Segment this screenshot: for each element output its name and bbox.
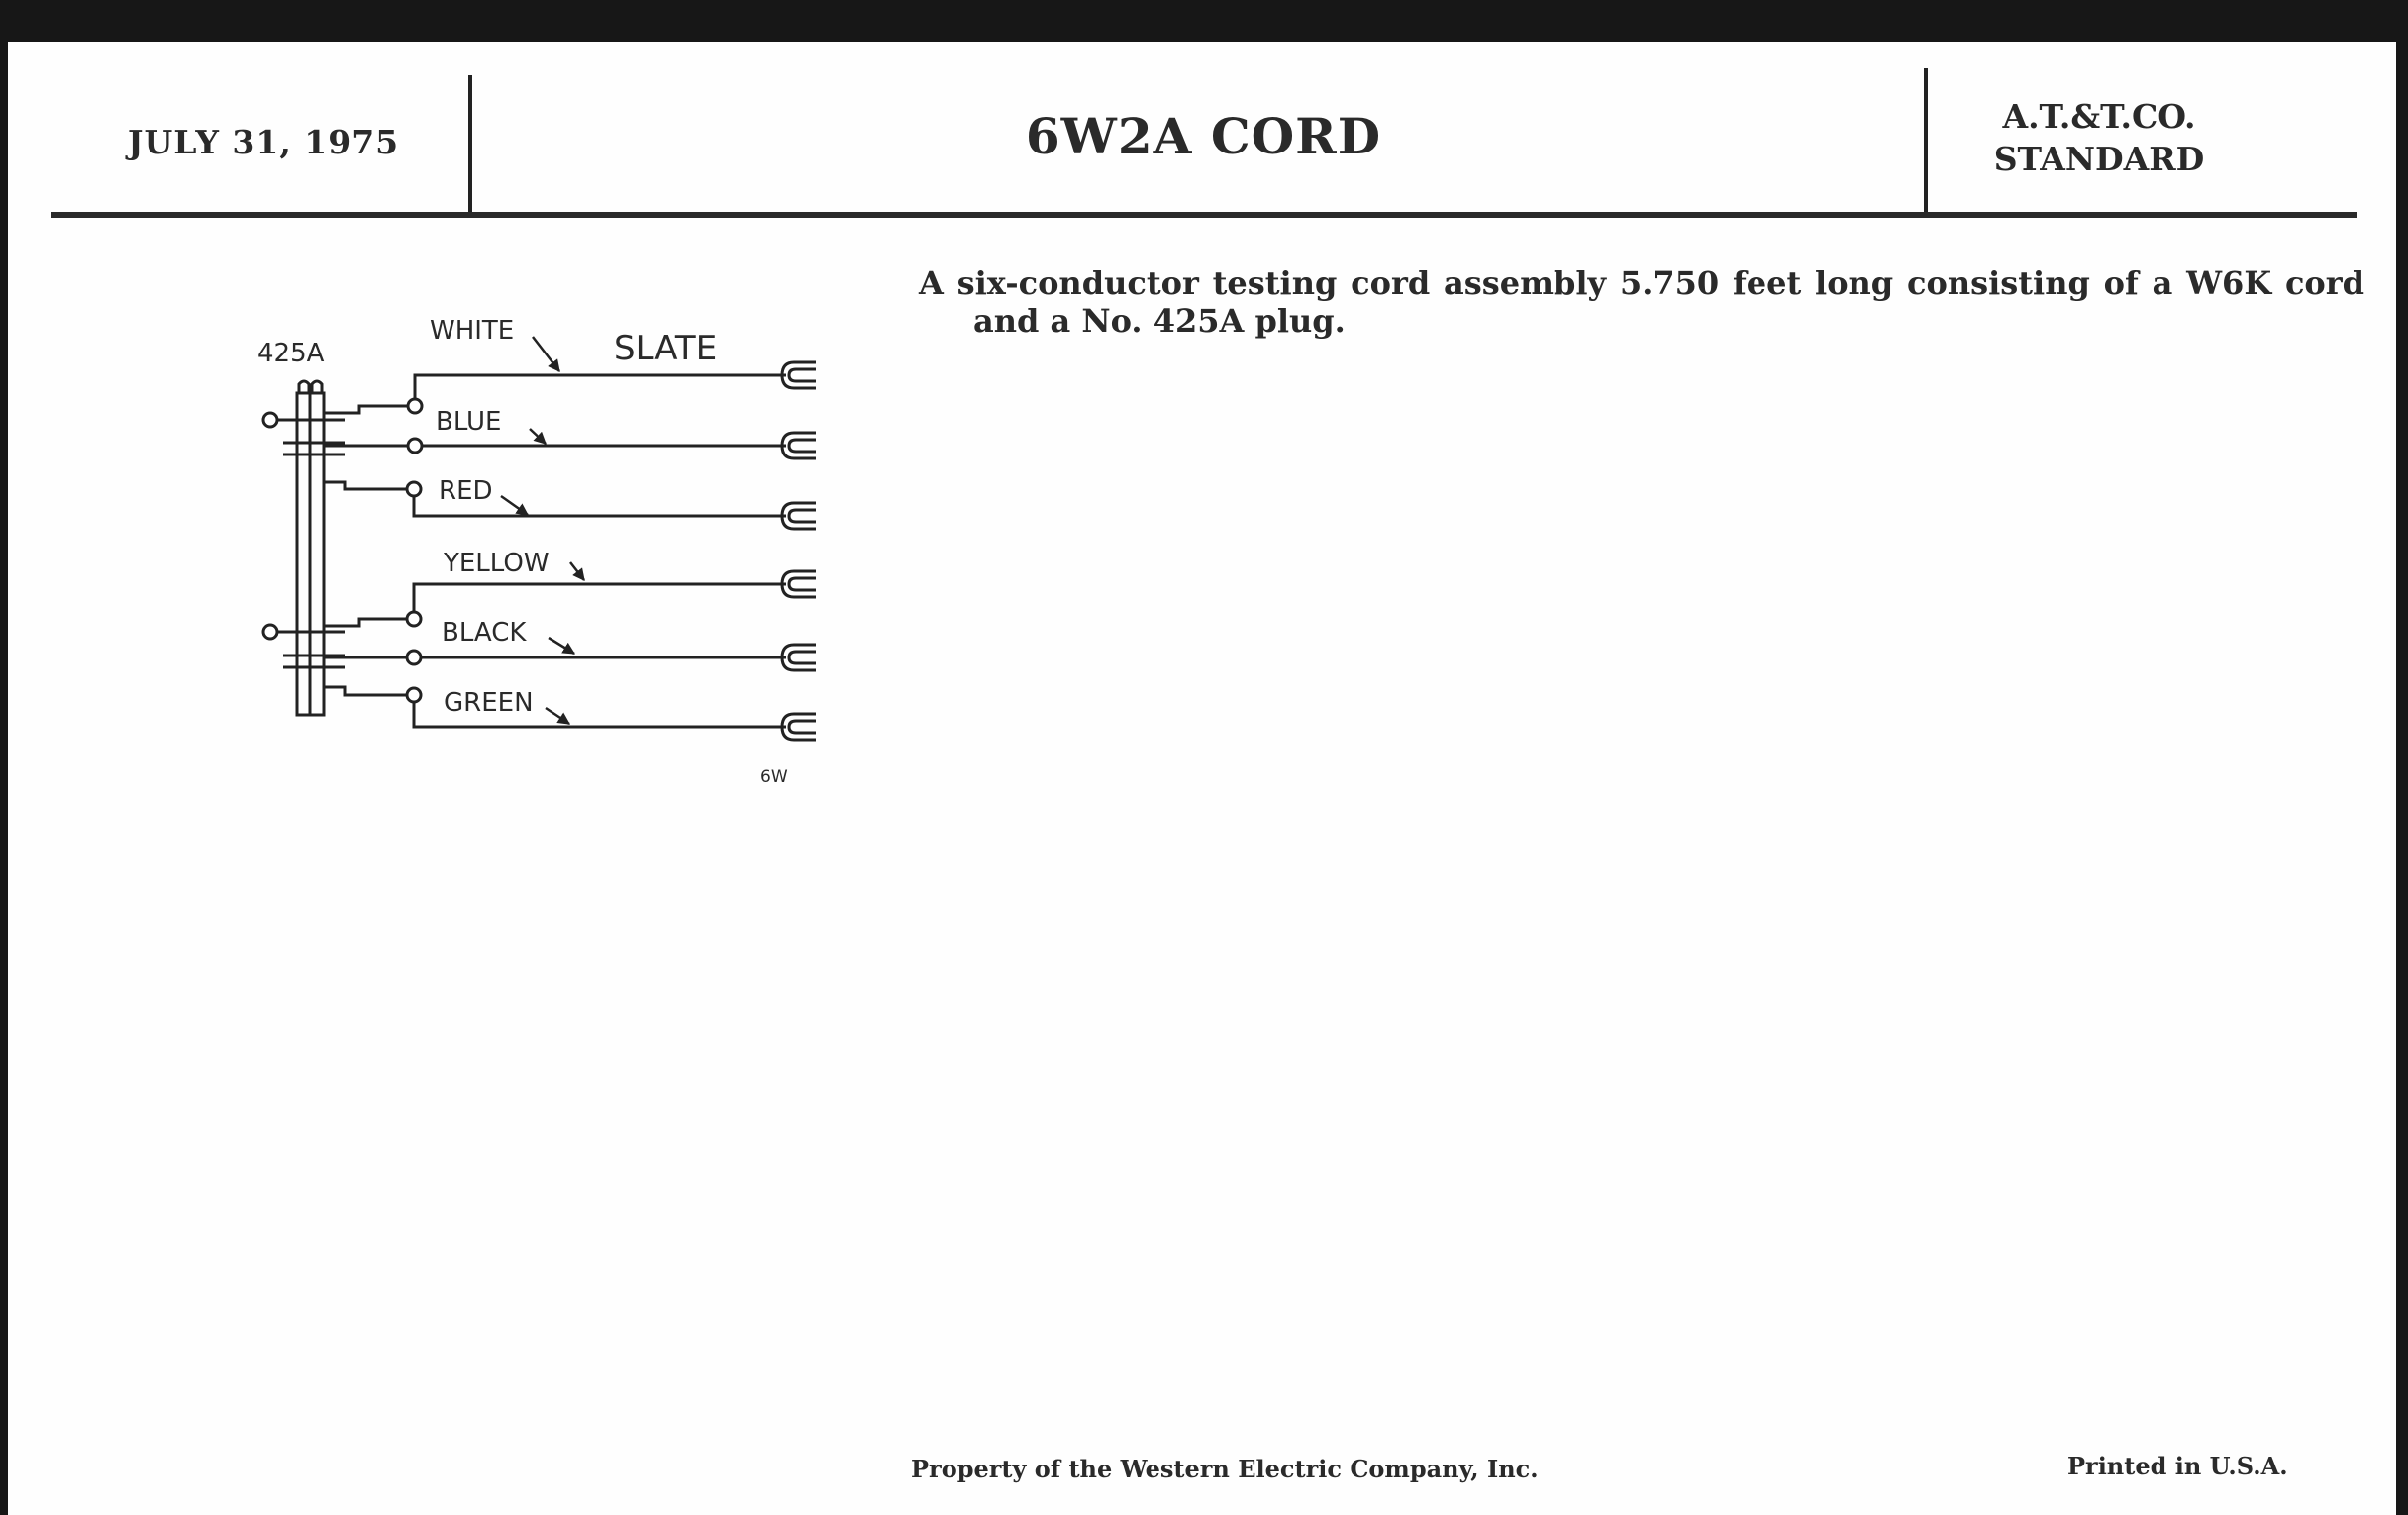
wire-label-blue: BLUE [436, 407, 502, 437]
wiring-diagram [226, 259, 859, 794]
plug-425a [263, 381, 418, 715]
wire-label-white: WHITE [430, 316, 515, 346]
conductor-white [415, 375, 786, 399]
spade-tip-green [782, 714, 816, 740]
wire-label-black: BLACK [442, 618, 527, 648]
terminal-red [407, 482, 421, 496]
wire-label-yellow: YELLOW [444, 549, 550, 578]
terminals [407, 399, 422, 702]
leader-arrows [501, 337, 584, 724]
wire-label-red: RED [439, 476, 493, 506]
terminal-black [407, 651, 421, 664]
spade-tip-red [782, 503, 816, 529]
footer-property: Property of the Western Electric Company, Inc. [911, 1455, 1539, 1483]
spade-tip-yellow [782, 571, 816, 597]
sleeve-label: SLATE [614, 329, 718, 368]
footer-printed: Printed in U.S.A. [2067, 1452, 2288, 1480]
spade-tips [782, 362, 816, 740]
header-divider-right [1924, 68, 1928, 212]
spec-card [8, 42, 2396, 1515]
cord-label: 6W [760, 767, 788, 787]
standard-line-2: STANDARD [1993, 140, 2205, 178]
spade-tip-white [782, 362, 816, 388]
wire-label-green: GREEN [444, 688, 534, 718]
issue-date: JULY 31, 1975 [127, 123, 400, 161]
cord-description: A six-conductor testing cord assembly 5.750 feet long consisting of a W6K cord and a No. 425A plug. [919, 264, 2364, 340]
terminal-green [407, 688, 421, 702]
conductor-yellow [414, 584, 786, 612]
terminal-blue [408, 439, 422, 453]
header-rule [51, 212, 2357, 218]
spade-tip-black [782, 645, 816, 670]
plug-label: 425A [257, 339, 325, 368]
standard-block [1951, 95, 2248, 180]
terminal-yellow [407, 612, 421, 626]
page-title: 6W2A CORD [1025, 107, 1382, 165]
spade-tip-blue [782, 433, 816, 458]
terminal-white [408, 399, 422, 413]
header-divider-left [468, 75, 472, 218]
standard-line-1: A.T.&T.CO. [2002, 97, 2196, 136]
